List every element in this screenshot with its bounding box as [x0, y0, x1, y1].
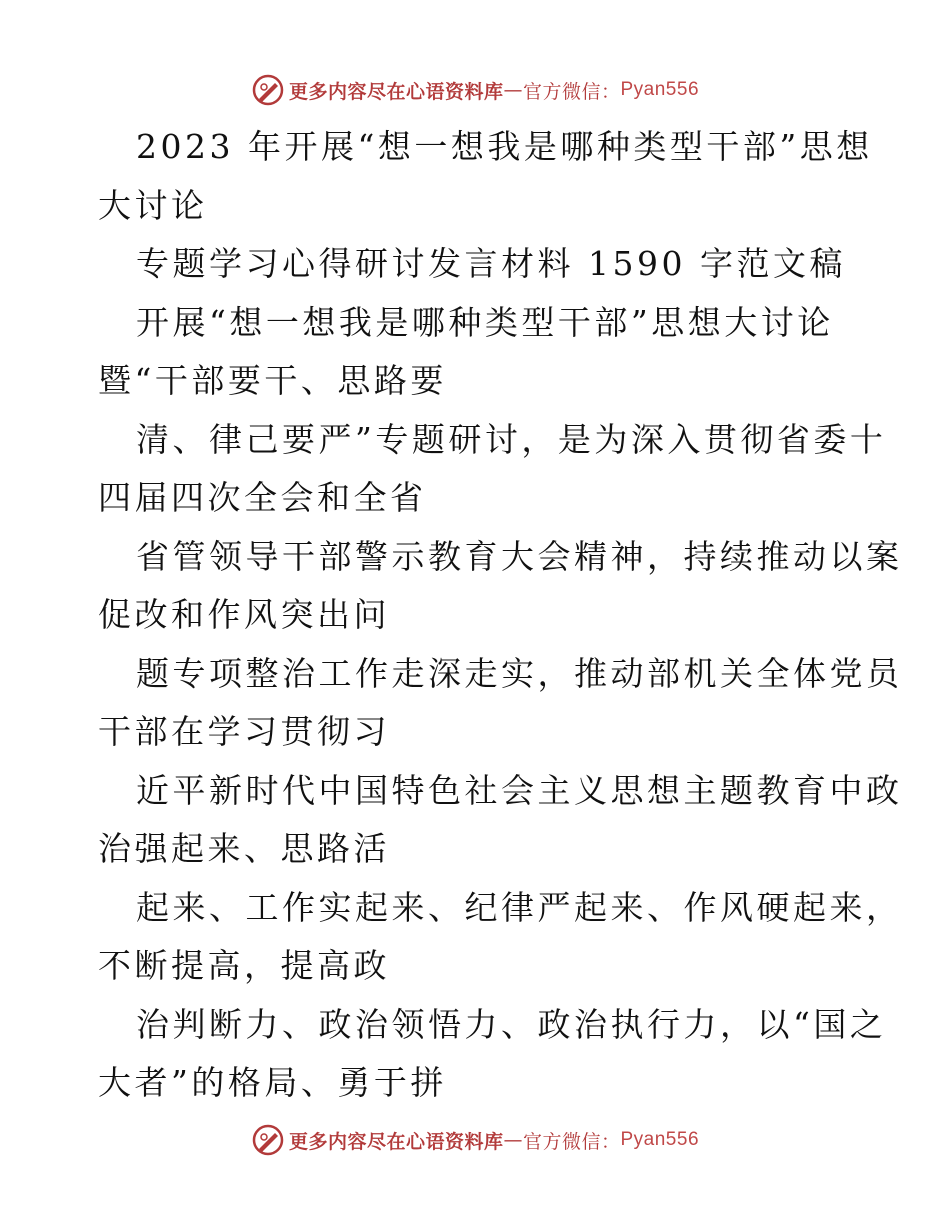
- text-line: 题专项整治工作走深走实，推动部机关全体党员: [136, 653, 903, 693]
- banner-brand: 更多内容尽在心语资料库: [288, 80, 504, 103]
- banner-brand: 更多内容尽在心语资料库: [288, 1130, 504, 1153]
- banner-separator: —: [503, 1129, 523, 1151]
- document-body: [98, 118, 903, 1113]
- text-line: 大者”的格局、勇于拼: [98, 1063, 447, 1102]
- text-line: 起来、工作实起来、纪律严起来、作风硬起来，: [136, 887, 903, 927]
- banner-wechat-id: Pyan556: [620, 79, 700, 100]
- pen-circle-icon: [251, 1123, 285, 1157]
- text-line: 专题学习心得研讨发言材料 1590 字范文稿: [136, 244, 846, 283]
- text-line: 不断提高，提高政: [98, 946, 390, 985]
- text-line: 四届四次全会和全省: [98, 478, 427, 517]
- text-line: 大讨论: [98, 185, 208, 225]
- banner-separator: —: [503, 79, 523, 101]
- text-line: 治强起来、思路活: [98, 829, 390, 868]
- text-line: 治判断力、政治领悟力、政治执行力，以“国之: [136, 1004, 887, 1044]
- header-banner: [0, 70, 950, 110]
- text-line: 近平新时代中国特色社会主义思想主题教育中政: [136, 770, 903, 810]
- footer-banner: [0, 1120, 950, 1160]
- text-line: 干部在学习贯彻习: [98, 712, 390, 751]
- banner-wechat-label: 官方微信：: [522, 1130, 621, 1153]
- banner-wechat-label: 官方微信：: [522, 80, 621, 103]
- text-line: 省管领导干部警示教育大会精神，持续推动以案: [136, 536, 903, 576]
- text-line: 暨“干部要干、思路要: [98, 361, 447, 400]
- text-line: 2023 年开展“想一想我是哪种类型干部”思想: [136, 127, 873, 166]
- banner-wechat-id: Pyan556: [620, 1129, 700, 1150]
- text-line: 清、律己要严”专题研讨，是为深入贯彻省委十: [136, 419, 887, 459]
- text-line: 开展“想一想我是哪种类型干部”思想大讨论: [136, 302, 834, 342]
- pen-circle-icon: [251, 73, 285, 107]
- text-line: 促改和作风突出问: [98, 595, 390, 634]
